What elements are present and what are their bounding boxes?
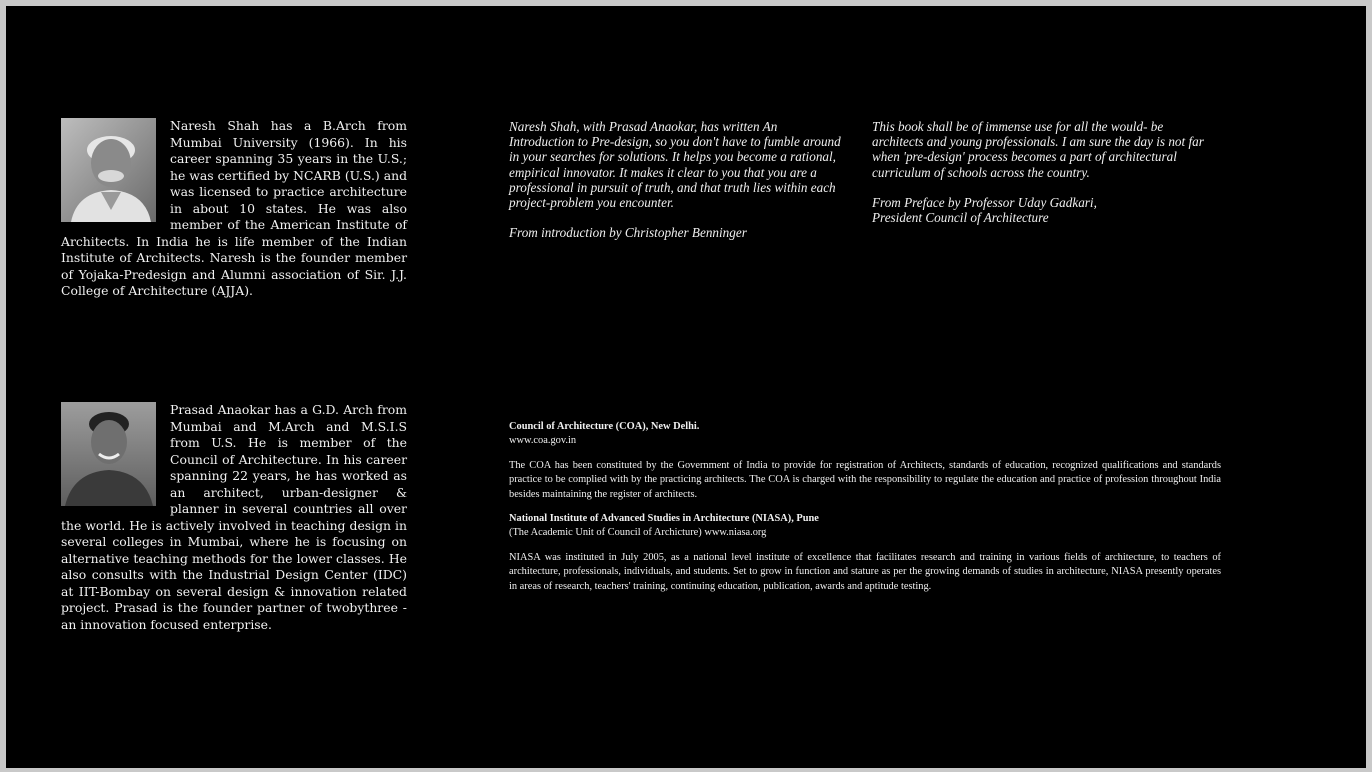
org-website-coa: www.coa.gov.in bbox=[509, 435, 577, 447]
bio-text: Naresh Shah has a B.Arch from Mumbai University (1966). In his career spanning 35 years in the U.S.; he was certified by NCARB (U.S.) and was licensed to practice architecture in about 10 states. He was also member of the American Institute of Architects. In India he is life member of the Indian Institute of Architects. Naresh is the founder member of Yojaka-Predesign and Alumni association of Sir. J.J. College of Architecture (AJJA). bbox=[61, 118, 407, 298]
org-name-coa: Council of Architecture (COA), New Delhi. bbox=[509, 421, 700, 432]
quote-attribution: From introduction by Christopher Benninger bbox=[509, 225, 747, 241]
org-description-niasa: NIASA was instituted in July 2005, as a national level institute of excellence that facilitates research and training in various fields of architecture, to teachers of architecture, professionals, individuals, and students. Set to grow in function and stature as per the growing demands of studies in architecture, NIASA presently operates in areas of research, teachers' training, continuing education, publication, awards and aptitude testing. bbox=[509, 551, 1221, 592]
org-subtitle-niasa: (The Academic Unit of Council of Archicture) www.niasa.org bbox=[509, 527, 767, 539]
org-description-coa: The COA has been constituted by the Government of India to provide for registration of Architects, standards of education, recognized qualifications and standards practice to be complied with by the practicing architects. The COA is charged with the responsibility to regulate the education and practice of profession throughout India besides maintaining the register of architects. bbox=[509, 459, 1221, 500]
org-name-niasa: National Institute of Advanced Studies in Architecture (NIASA), Pune bbox=[509, 513, 819, 525]
author-bio-naresh-shah bbox=[61, 118, 407, 300]
author-bio-prasad-anaokar bbox=[61, 402, 407, 633]
organizations-section bbox=[509, 420, 1221, 604]
quote-attribution-line-2: President Council of Architecture bbox=[872, 210, 1049, 226]
author-photo-prasad-anaokar bbox=[61, 402, 156, 506]
quote-text: This book shall be of immense use for all the would- be architects and young professionals. I am sure the day is not far when 'pre-design' process becomes a part of architectural curriculum of schools across the country. bbox=[872, 119, 1204, 180]
book-back-cover bbox=[6, 6, 1366, 768]
quote-text: Naresh Shah, with Prasad Anaokar, has written An Introduction to Pre-design, so you don't have to fumble around in your searches for solutions. It helps you become a rational, empirical innovator. It makes it clear to you that you are a professional in pursuit of truth, and that truth lies within each project-problem you encounter. bbox=[509, 119, 841, 211]
author-photo-naresh-shah bbox=[61, 118, 156, 222]
quote-attribution-line-1: From Preface by Professor Uday Gadkari, bbox=[872, 194, 1097, 210]
quote-gadkari bbox=[872, 119, 1217, 225]
bio-text: Prasad Anaokar has a G.D. Arch from Mumbai and M.Arch and M.S.I.S from U.S. He is member of the Council of Architecture. In his career spanning 22 years, he has worked as an architect, urban-designer & planner in several countries all over the world. He is actively involved in teaching design in several colleges in Mumbai, where he is focusing on alternative teaching methods for the lower classes. He also consults with the Industrial Design Center (IDC) at IIT-Bombay on several design & innovation related project. Prasad is the founder partner of twobythree - an innovation focused enterprise. bbox=[61, 402, 407, 632]
quote-benninger bbox=[509, 119, 844, 255]
